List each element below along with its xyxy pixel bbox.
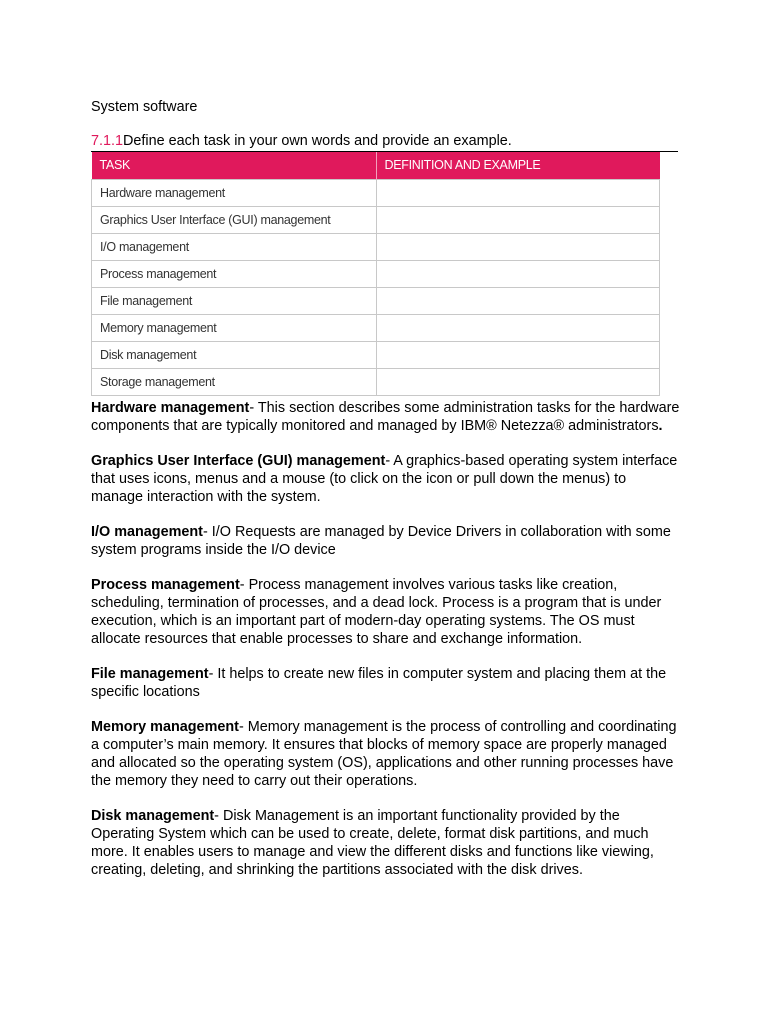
answer-file-management <box>91 665 681 701</box>
definition-cell[interactable] <box>376 206 660 233</box>
answer-disk-management <box>91 807 681 879</box>
task-cell: Graphics User Interface (GUI) management <box>92 206 377 233</box>
definition-cell[interactable] <box>376 179 660 206</box>
task-cell: Memory management <box>92 314 377 341</box>
answer-term: Memory management <box>91 719 239 735</box>
header-task: TASK <box>92 152 377 179</box>
table-row <box>92 260 660 287</box>
task-cell: Storage management <box>92 368 377 395</box>
answer-text: - Disk Management is an important functionality provided by the Operating System which can be used to create, delete, format disk partitions, and much more. It enables users to manage and view the different disks and functions like viewing, creating, deleting, and shrinking the partitions associated with the disk drives. <box>91 808 654 878</box>
definition-cell[interactable] <box>376 233 660 260</box>
header-definition: DEFINITION AND EXAMPLE <box>376 152 660 179</box>
document-title: System software <box>91 99 198 115</box>
definition-cell[interactable] <box>376 260 660 287</box>
answer-text: - Process management involves various tasks like creation, scheduling, termination of processes, and a dead lock. Process is a program that is under execution, which is an important part of modern-day operating systems. The OS must allocate resources that enable processes to share and exchange information. <box>91 577 662 647</box>
definition-cell[interactable] <box>376 287 660 314</box>
answers-section <box>91 399 681 896</box>
table-row <box>92 368 660 395</box>
answer-hardware-management <box>91 399 681 435</box>
answer-gui-management <box>91 452 681 506</box>
answer-text: - A graphics-based operating system interface that uses icons, menus and a mouse (to click on the icon or pull down the menus) to manage interaction with the system. <box>91 453 678 505</box>
table-row <box>92 287 660 314</box>
definition-cell[interactable] <box>376 368 660 395</box>
task-cell: File management <box>92 287 377 314</box>
table-row <box>92 233 660 260</box>
answer-trailing-period: . <box>658 418 663 434</box>
task-cell: Process management <box>92 260 377 287</box>
answer-text: - It helps to create new files in computer system and placing them at the specific locations <box>91 666 667 700</box>
definition-cell[interactable] <box>376 314 660 341</box>
answer-term: Disk management <box>91 808 215 824</box>
answer-term: I/O management <box>91 524 203 540</box>
table-row <box>92 341 660 368</box>
answer-text: - I/O Requests are managed by Device Drivers in collaboration with some system programs inside the I/O device <box>91 524 671 558</box>
answer-process-management <box>91 576 681 648</box>
task-cell: Hardware management <box>92 179 377 206</box>
task-cell: I/O management <box>92 233 377 260</box>
task-cell: Disk management <box>92 341 377 368</box>
answer-term: Process management <box>91 577 240 593</box>
question-prompt <box>91 132 681 150</box>
answer-term: Hardware management <box>91 400 250 416</box>
answer-io-management <box>91 523 681 559</box>
table-row <box>92 206 660 233</box>
answer-text: - This section describes some administration tasks for the hardware components that are typically monitored and managed by IBM® Netezza® administrators <box>91 400 680 434</box>
task-table <box>91 152 660 396</box>
question-number: 7.1.1 <box>91 133 124 149</box>
question-text: Define each task in your own words and provide an example. <box>123 133 512 149</box>
table-header-row <box>92 152 660 179</box>
table-row <box>92 314 660 341</box>
definition-cell[interactable] <box>376 341 660 368</box>
answer-memory-management <box>91 718 681 790</box>
answer-term: Graphics User Interface (GUI) management <box>91 453 386 469</box>
table-row <box>92 179 660 206</box>
answer-term: File management <box>91 666 209 682</box>
answer-text: - Memory management is the process of controlling and coordinating a computer’s main memory. It ensures that blocks of memory space are properly managed and allocated so the operating system (OS), applications and other running processes have the memory they need to carry out their operations. <box>91 719 677 789</box>
